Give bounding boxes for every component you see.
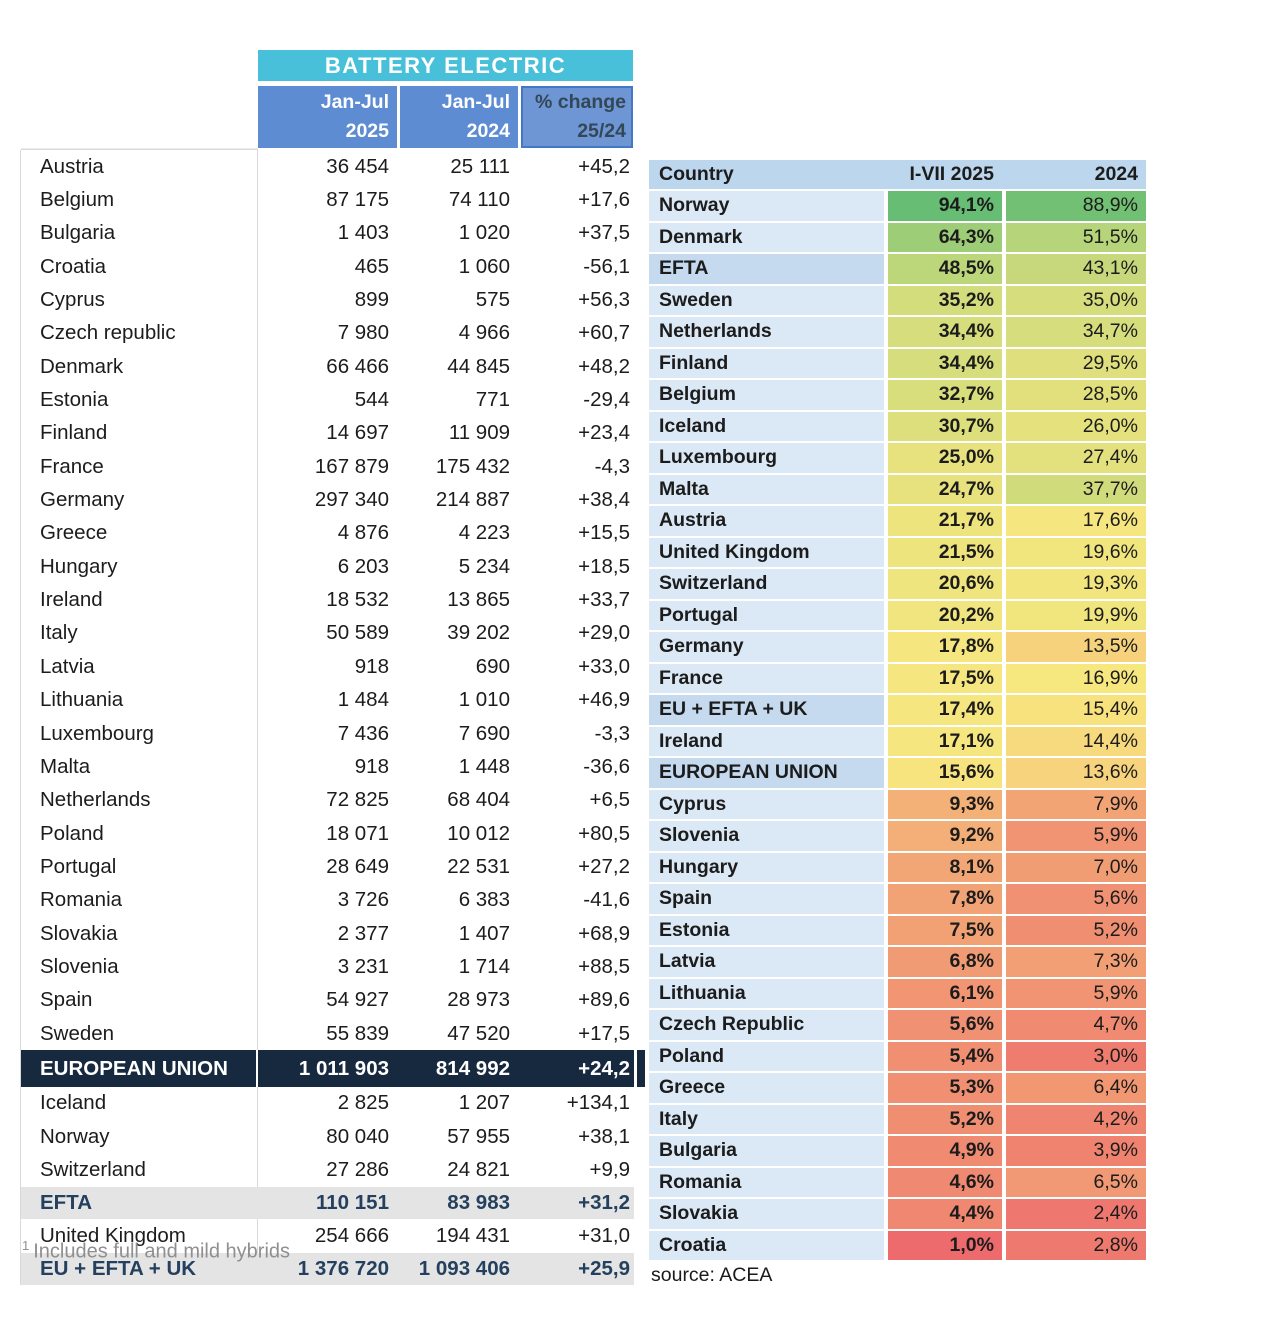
share-2025: 20,2% [888, 601, 1002, 631]
registrations-2024: 1 060 [458, 254, 510, 278]
percent-change: -4,3 [594, 454, 630, 478]
footnote [22, 1238, 290, 1264]
share-2025: 34,4% [888, 317, 1002, 347]
share-2024: 7,9% [1006, 790, 1146, 820]
registrations-2024: 690 [475, 654, 510, 678]
column-header-line-1: % change [534, 91, 626, 113]
percent-change: -56,1 [583, 254, 630, 278]
share-2024: 5,9% [1006, 821, 1146, 851]
share-2024: 26,0% [1006, 412, 1146, 442]
share-2025: 17,4% [888, 695, 1002, 725]
share-2024: 6,5% [1006, 1168, 1146, 1198]
table-row [21, 617, 634, 650]
registrations-2025: 918 [354, 654, 389, 678]
registrations-2024: 7 690 [458, 721, 510, 745]
registrations-2025: 18 532 [326, 588, 389, 612]
share-2024: 51,5% [1006, 223, 1146, 253]
country-name: Netherlands [21, 784, 258, 817]
column-header-2025: I-VII 2025 [909, 163, 994, 185]
column-header [521, 86, 633, 148]
share-2024: 35,0% [1006, 286, 1146, 316]
source-label: source: ACEA [651, 1264, 773, 1286]
registrations-2025: 110 151 [316, 1191, 389, 1215]
country-name: Czech republic [21, 317, 258, 350]
country-name: Slovenia [21, 950, 258, 983]
country-name: Luxembourg [21, 717, 258, 750]
share-2025: 21,5% [888, 538, 1002, 568]
share-2024: 19,9% [1006, 601, 1146, 631]
percent-change: +88,5 [578, 954, 630, 978]
country-name: Netherlands [649, 317, 884, 347]
percent-change: -3,3 [594, 721, 630, 745]
country-name: Italy [649, 1105, 884, 1135]
share-2025: 64,3% [888, 223, 1002, 253]
country-name: Latvia [649, 947, 884, 977]
share-table-header [649, 160, 1146, 189]
country-name: Estonia [649, 916, 884, 946]
registrations-2025: 1 484 [337, 688, 389, 712]
registrations-2025: 1 403 [337, 221, 389, 245]
table-row [21, 750, 634, 783]
country-name: Belgium [649, 380, 884, 410]
table-row [21, 684, 634, 717]
registrations-2024: 4 223 [458, 521, 510, 545]
bev-table-body [20, 150, 634, 1285]
share-2024: 7,3% [1006, 947, 1146, 977]
registrations-2024: 1 207 [458, 1091, 510, 1115]
country-name: Croatia [21, 250, 258, 283]
share-2025: 5,2% [888, 1105, 1002, 1135]
country-name: Hungary [21, 550, 258, 583]
table-row [21, 884, 634, 917]
country-name: Norway [21, 1120, 258, 1153]
share-2024: 28,5% [1006, 380, 1146, 410]
country-name: Lithuania [649, 979, 884, 1009]
country-name: Malta [649, 475, 884, 505]
table-row [21, 550, 634, 583]
country-name: Czech Republic [649, 1010, 884, 1040]
registrations-2024: 28 973 [447, 988, 510, 1012]
country-name: Bulgaria [649, 1136, 884, 1166]
percent-change: +9,9 [589, 1158, 630, 1182]
country-name: France [649, 664, 884, 694]
share-2024: 19,3% [1006, 569, 1146, 599]
registrations-2024: 771 [475, 388, 510, 412]
registrations-2025: 7 436 [337, 721, 389, 745]
registrations-2025: 2 825 [337, 1091, 389, 1115]
country-name: Denmark [21, 350, 258, 383]
country-name: Ireland [21, 583, 258, 616]
country-name: Slovakia [649, 1199, 884, 1229]
percent-change: +46,9 [578, 688, 630, 712]
registrations-2024: 6 383 [458, 888, 510, 912]
country-name: EU + EFTA + UK [40, 1256, 197, 1280]
share-2024: 2,4% [1006, 1199, 1146, 1229]
registrations-2025: 4 876 [337, 521, 389, 545]
share-2024: 13,6% [1006, 758, 1146, 788]
registrations-2024: 22 531 [447, 854, 510, 878]
country-name: Spain [649, 884, 884, 914]
share-2025: 7,8% [888, 884, 1002, 914]
country-name: EFTA [649, 254, 884, 284]
share-2025: 6,8% [888, 947, 1002, 977]
share-2024: 13,5% [1006, 632, 1146, 662]
market-share-table [649, 160, 1146, 1286]
percent-change: +68,9 [578, 921, 630, 945]
table-row [21, 517, 634, 550]
column-header-line-2: 2025 [345, 120, 389, 142]
share-2024: 2,8% [1006, 1231, 1146, 1261]
table-row [21, 950, 634, 983]
table-row [21, 383, 634, 416]
country-name: France [21, 450, 258, 483]
registrations-2025: 3 231 [337, 954, 389, 978]
registrations-2024: 39 202 [447, 621, 510, 645]
registrations-2025: 6 203 [337, 554, 389, 578]
percent-change: +31,0 [578, 1223, 630, 1247]
percent-change: +6,5 [589, 788, 630, 812]
registrations-2024: 24 821 [447, 1158, 510, 1182]
share-2025: 94,1% [888, 191, 1002, 221]
registrations-2024: 13 865 [447, 588, 510, 612]
table-row [21, 250, 634, 283]
share-2025: 48,5% [888, 254, 1002, 284]
percent-change: +80,5 [578, 821, 630, 845]
registrations-2024: 214 887 [435, 488, 510, 512]
country-name: Belgium [21, 183, 258, 216]
registrations-2025: 66 466 [326, 354, 389, 378]
percent-change: +25,9 [578, 1256, 630, 1280]
share-2024: 5,2% [1006, 916, 1146, 946]
table-row [21, 1120, 634, 1153]
table-row [21, 1087, 634, 1120]
table-row [21, 317, 634, 350]
percent-change: +31,2 [578, 1191, 630, 1215]
country-name: Sweden [649, 286, 884, 316]
column-header-line-2: 2024 [466, 120, 510, 142]
share-2025: 17,5% [888, 664, 1002, 694]
country-name: Iceland [21, 1087, 258, 1120]
country-name: Austria [649, 506, 884, 536]
footnote-sup: 1 [22, 1238, 30, 1253]
registrations-2024: 5 234 [458, 554, 510, 578]
registrations-2025: 465 [354, 254, 389, 278]
share-2025: 4,6% [888, 1168, 1002, 1198]
registrations-2024: 575 [475, 288, 510, 312]
share-2025: 25,0% [888, 443, 1002, 473]
registrations-2025: 28 649 [326, 854, 389, 878]
share-2024: 3,0% [1006, 1042, 1146, 1072]
table-row [21, 217, 634, 250]
share-2024: 5,9% [1006, 979, 1146, 1009]
table-row [21, 150, 634, 183]
bev-column-headers [258, 86, 633, 148]
registrations-2025: 918 [354, 754, 389, 778]
share-2025: 8,1% [888, 853, 1002, 883]
percent-change: +17,6 [578, 188, 630, 212]
share-2024: 15,4% [1006, 695, 1146, 725]
country-name: Denmark [649, 223, 884, 253]
registrations-2024: 11 909 [448, 421, 510, 445]
share-2024: 37,7% [1006, 475, 1146, 505]
registrations-2025: 18 071 [326, 821, 389, 845]
table-row [21, 717, 634, 750]
registrations-2024: 83 983 [447, 1191, 510, 1215]
share-2024: 29,5% [1006, 349, 1146, 379]
percent-change: +38,4 [578, 488, 630, 512]
share-2024: 43,1% [1006, 254, 1146, 284]
table-row [21, 1050, 634, 1087]
registrations-2024: 4 966 [458, 321, 510, 345]
registrations-2025: 254 666 [314, 1223, 389, 1247]
country-name: United Kingdom [21, 1219, 258, 1252]
country-name: Portugal [21, 850, 258, 883]
registrations-2025: 3 726 [337, 888, 389, 912]
percent-change: +45,2 [578, 154, 630, 178]
battery-electric-title: BATTERY ELECTRIC [258, 50, 633, 81]
registrations-2024: 68 404 [447, 788, 510, 812]
percent-change: +134,1 [566, 1091, 630, 1115]
table-row [21, 1187, 634, 1220]
share-2025: 15,6% [888, 758, 1002, 788]
country-name: Switzerland [21, 1153, 258, 1186]
country-name: Latvia [21, 650, 258, 683]
percent-change: +56,3 [578, 288, 630, 312]
registrations-2024: 47 520 [447, 1021, 510, 1045]
registrations-2025: 1 011 903 [298, 1056, 389, 1080]
country-name: Spain [21, 984, 258, 1017]
share-2025: 32,7% [888, 380, 1002, 410]
registrations-2024: 814 992 [435, 1056, 510, 1080]
share-2024: 34,7% [1006, 317, 1146, 347]
share-2024: 19,6% [1006, 538, 1146, 568]
share-table-grid [649, 160, 1146, 1260]
share-2025: 7,5% [888, 916, 1002, 946]
share-2025: 6,1% [888, 979, 1002, 1009]
percent-change: +89,6 [578, 988, 630, 1012]
registrations-2025: 14 697 [326, 421, 389, 445]
table-row [21, 917, 634, 950]
percent-change: +48,2 [578, 354, 630, 378]
column-header [258, 86, 397, 148]
country-name: Poland [21, 817, 258, 850]
table-row [21, 283, 634, 316]
percent-change: +18,5 [578, 554, 630, 578]
column-header [400, 86, 518, 148]
registrations-2025: 544 [354, 388, 389, 412]
table-row [21, 1153, 634, 1186]
footnote-text: Includes full and mild hybrids [33, 1240, 291, 1263]
country-name: Malta [21, 750, 258, 783]
registrations-2025: 7 980 [337, 321, 389, 345]
percent-change: +33,7 [578, 588, 630, 612]
country-name: Greece [21, 517, 258, 550]
share-2024: 27,4% [1006, 443, 1146, 473]
country-name: EUROPEAN UNION [649, 758, 884, 788]
country-name: Norway [649, 191, 884, 221]
table-row [21, 1017, 634, 1050]
table-row [21, 183, 634, 216]
share-2024: 4,2% [1006, 1105, 1146, 1135]
country-name: Italy [21, 617, 258, 650]
registrations-2024: 57 955 [447, 1124, 510, 1148]
share-2025: 5,4% [888, 1042, 1002, 1072]
country-name: Finland [649, 349, 884, 379]
share-2025: 4,9% [888, 1136, 1002, 1166]
country-name: Switzerland [649, 569, 884, 599]
country-name: Croatia [649, 1231, 884, 1261]
share-2024: 6,4% [1006, 1073, 1146, 1103]
registrations-2025: 72 825 [326, 788, 389, 812]
share-2025: 24,7% [888, 475, 1002, 505]
table-row [21, 450, 634, 483]
registrations-2024: 1 093 406 [418, 1256, 510, 1280]
share-2025: 30,7% [888, 412, 1002, 442]
registrations-2024: 1 714 [458, 954, 510, 978]
table-row [21, 850, 634, 883]
registrations-2025: 1 376 720 [297, 1256, 389, 1280]
percent-change: +27,2 [578, 854, 630, 878]
registrations-2025: 167 879 [314, 454, 389, 478]
percent-change: +60,7 [578, 321, 630, 345]
registrations-2024: 25 111 [450, 154, 510, 178]
share-2025: 9,3% [888, 790, 1002, 820]
country-name: Ireland [649, 727, 884, 757]
registrations-2024: 1 020 [458, 221, 510, 245]
percent-change: +33,0 [578, 654, 630, 678]
column-header-line-1: Jan-Jul [320, 91, 389, 113]
share-2024: 3,9% [1006, 1136, 1146, 1166]
percent-change: -29,4 [583, 388, 630, 412]
column-header-country: Country [659, 163, 734, 185]
share-2024: 88,9% [1006, 191, 1146, 221]
country-name: Cyprus [649, 790, 884, 820]
registrations-2024: 44 845 [447, 354, 510, 378]
country-name: Finland [21, 417, 258, 450]
percent-change: +23,4 [578, 421, 630, 445]
registrations-2025: 297 340 [314, 488, 389, 512]
registrations-2025: 80 040 [326, 1124, 389, 1148]
percent-change: +38,1 [578, 1124, 630, 1148]
table-row [21, 650, 634, 683]
share-2025: 20,6% [888, 569, 1002, 599]
country-name: EU + EFTA + UK [649, 695, 884, 725]
table-row [21, 417, 634, 450]
registrations-2024: 10 012 [447, 821, 510, 845]
table-row [21, 483, 634, 516]
column-header-2024: 2024 [1094, 163, 1138, 185]
registrations-2025: 54 927 [326, 988, 389, 1012]
country-name: Sweden [21, 1017, 258, 1050]
table-row [21, 583, 634, 616]
column-header-line-2: 25/24 [577, 120, 626, 142]
registrations-2025: 36 454 [326, 154, 389, 178]
table-row [21, 784, 634, 817]
country-name: Iceland [649, 412, 884, 442]
country-name: Germany [21, 483, 258, 516]
share-2025: 17,8% [888, 632, 1002, 662]
country-name: EUROPEAN UNION [21, 1050, 258, 1087]
share-2025: 1,0% [888, 1231, 1002, 1261]
country-name: Portugal [649, 601, 884, 631]
country-name: Germany [649, 632, 884, 662]
share-2024: 17,6% [1006, 506, 1146, 536]
country-name: Luxembourg [649, 443, 884, 473]
share-2025: 9,2% [888, 821, 1002, 851]
percent-change: +17,5 [578, 1021, 630, 1045]
registrations-2025: 2 377 [337, 921, 389, 945]
share-2024: 7,0% [1006, 853, 1146, 883]
percent-change: +24,2 [578, 1056, 630, 1080]
share-2024: 4,7% [1006, 1010, 1146, 1040]
share-2025: 4,4% [888, 1199, 1002, 1229]
registrations-2024: 175 432 [435, 454, 510, 478]
share-2025: 5,6% [888, 1010, 1002, 1040]
share-2025: 17,1% [888, 727, 1002, 757]
percent-change: +37,5 [578, 221, 630, 245]
table-row [21, 350, 634, 383]
country-name: Cyprus [21, 283, 258, 316]
registrations-2025: 50 589 [326, 621, 389, 645]
column-header-line-1: Jan-Jul [441, 91, 510, 113]
country-name: Romania [649, 1168, 884, 1198]
country-name: United Kingdom [649, 538, 884, 568]
percent-change: +15,5 [578, 521, 630, 545]
country-name: Slovakia [21, 917, 258, 950]
country-name: Austria [21, 150, 258, 183]
country-name: Lithuania [21, 684, 258, 717]
country-name: Romania [21, 884, 258, 917]
country-name: Slovenia [649, 821, 884, 851]
share-2024: 16,9% [1006, 664, 1146, 694]
share-2024: 5,6% [1006, 884, 1146, 914]
percent-change: +29,0 [578, 621, 630, 645]
share-2025: 5,3% [888, 1073, 1002, 1103]
country-name: Estonia [21, 383, 258, 416]
registrations-2024: 1 010 [458, 688, 510, 712]
table-row [21, 984, 634, 1017]
registrations-2024: 1 448 [458, 754, 510, 778]
table-row [21, 817, 634, 850]
registrations-2024: 1 407 [458, 921, 510, 945]
registrations-2025: 27 286 [326, 1158, 389, 1182]
registrations-2025: 87 175 [326, 188, 389, 212]
country-name: Bulgaria [21, 217, 258, 250]
country-name: Poland [649, 1042, 884, 1072]
country-name: EFTA [40, 1191, 93, 1215]
share-2025: 34,4% [888, 349, 1002, 379]
registrations-2024: 194 431 [435, 1223, 510, 1247]
share-2025: 35,2% [888, 286, 1002, 316]
country-name: Hungary [649, 853, 884, 883]
registrations-2025: 55 839 [326, 1021, 389, 1045]
share-2025: 21,7% [888, 506, 1002, 536]
percent-change: -36,6 [583, 754, 630, 778]
registrations-2025: 899 [354, 288, 389, 312]
percent-change: -41,6 [583, 888, 630, 912]
registrations-2024: 74 110 [448, 188, 510, 212]
share-2024: 14,4% [1006, 727, 1146, 757]
country-name: Greece [649, 1073, 884, 1103]
